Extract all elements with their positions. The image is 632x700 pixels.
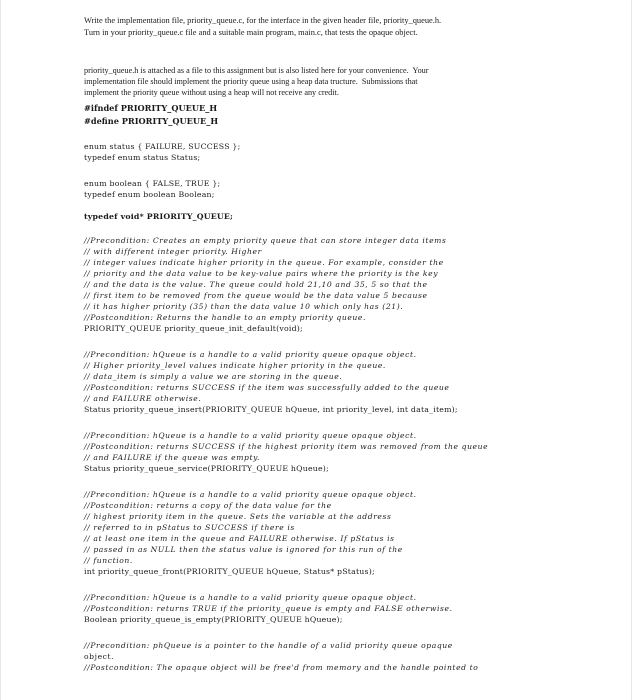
comment-line: // priority and the data value to be key-value pairs where the priority is the key xyxy=(84,269,439,278)
description-line-2: implementation file should implement the priority queue using a heap data tructure. Submissions that xyxy=(84,77,418,86)
typedef-priority-queue-decl: typedef void* PRIORITY_QUEUE; xyxy=(84,212,234,221)
comment-line: //Precondition: hQueue is a handle to a valid priority queue opaque object. xyxy=(84,593,417,602)
comment-line: // at least one item in the queue and FAILURE otherwise. If pStatus is xyxy=(84,534,395,543)
comment-line: //Postcondition: The opaque object will be free'd from memory and the handle pointed to xyxy=(84,663,479,672)
function-signature-service: Status priority_queue_service(PRIORITY_QUEUE hQueue); xyxy=(84,464,329,473)
comment-line: // and FAILURE if the queue was empty. xyxy=(84,453,261,462)
comment-line: // integer values indicate higher priority in the queue. For example, consider the xyxy=(84,258,444,267)
enum-boolean-decl: enum boolean { FALSE, TRUE }; xyxy=(84,179,221,188)
comment-line: //Postcondition: returns TRUE if the priority_queue is empty and FALSE otherwise. xyxy=(84,604,453,613)
intro-line-1: Write the implementation file, priority_queue.c, for the interface in the given header file, priority_queue.h. xyxy=(84,16,442,25)
intro-line-2: Turn in your priority_queue.c file and a suitable main program, main.c, that tests the opaque object. xyxy=(84,28,418,37)
comment-line: //Precondition: Creates an empty priority queue that can store integer data items xyxy=(84,236,447,245)
typedef-status-decl: typedef enum status Status; xyxy=(84,153,201,162)
comment-line: // with different integer priority. Higher xyxy=(84,247,262,256)
comment-line: // and the data is the value. The queue could hold 21,10 and 35, 5 so that the xyxy=(84,280,428,289)
comment-line: // function. xyxy=(84,556,133,565)
comment-line: // highest priority item in the queue. Sets the variable at the address xyxy=(84,512,392,521)
enum-status-decl: enum status { FAILURE, SUCCESS }; xyxy=(84,142,241,151)
comment-line: //Precondition: hQueue is a handle to a valid priority queue opaque object. xyxy=(84,350,417,359)
comment-line: // referred to in pStatus to SUCCESS if there is xyxy=(84,523,295,532)
comment-line: //Postcondition: returns SUCCESS if the item was successfully added to the queue xyxy=(84,383,450,392)
comment-line: //Postcondition: returns a copy of the data value for the xyxy=(84,501,332,510)
ifndef-directive: #ifndef PRIORITY_QUEUE_H xyxy=(84,103,218,113)
comment-line: //Postcondition: returns SUCCESS if the highest priority item was removed from the queue xyxy=(84,442,489,451)
comment-line: object. xyxy=(84,652,115,661)
function-signature-init: PRIORITY_QUEUE priority_queue_init_default(void); xyxy=(84,324,303,333)
comment-line: // passed in as NULL then the status value is ignored for this run of the xyxy=(84,545,403,554)
description-line-1: priority_queue.h is attached as a file to this assignment but is also listed here for your convenience. Your xyxy=(84,66,429,75)
function-signature-front: int priority_queue_front(PRIORITY_QUEUE hQueue, Status* pStatus); xyxy=(84,567,375,576)
define-directive: #define PRIORITY_QUEUE_H xyxy=(84,116,219,126)
comment-line: //Precondition: hQueue is a handle to a valid priority queue opaque object. xyxy=(84,490,417,499)
comment-line: // first item to be removed from the queue would be the data value 5 because xyxy=(84,291,428,300)
comment-line: //Precondition: phQueue is a pointer to the handle of a valid priority queue opaque xyxy=(84,641,453,650)
comment-line: // and FAILURE otherwise. xyxy=(84,394,202,403)
comment-line: //Postcondition: Returns the handle to an empty priority queue. xyxy=(84,313,367,322)
comment-line: // Higher priority_level values indicate higher priority in the queue. xyxy=(84,361,386,370)
comment-line: // data_item is simply a value we are storing in the queue. xyxy=(84,372,343,381)
typedef-boolean-decl: typedef enum boolean Boolean; xyxy=(84,190,215,199)
comment-line: //Precondition: hQueue is a handle to a valid priority queue opaque object. xyxy=(84,431,417,440)
function-signature-insert: Status priority_queue_insert(PRIORITY_QUEUE hQueue, int priority_level, int data_item); xyxy=(84,405,458,414)
description-line-3: implement the priority queue without using a heap will not receive any credit. xyxy=(84,88,339,97)
function-signature-is-empty: Boolean priority_queue_is_empty(PRIORITY_QUEUE hQueue); xyxy=(84,615,343,624)
comment-line: // it has higher priority (35) than the data value 10 which only has (21). xyxy=(84,302,404,311)
